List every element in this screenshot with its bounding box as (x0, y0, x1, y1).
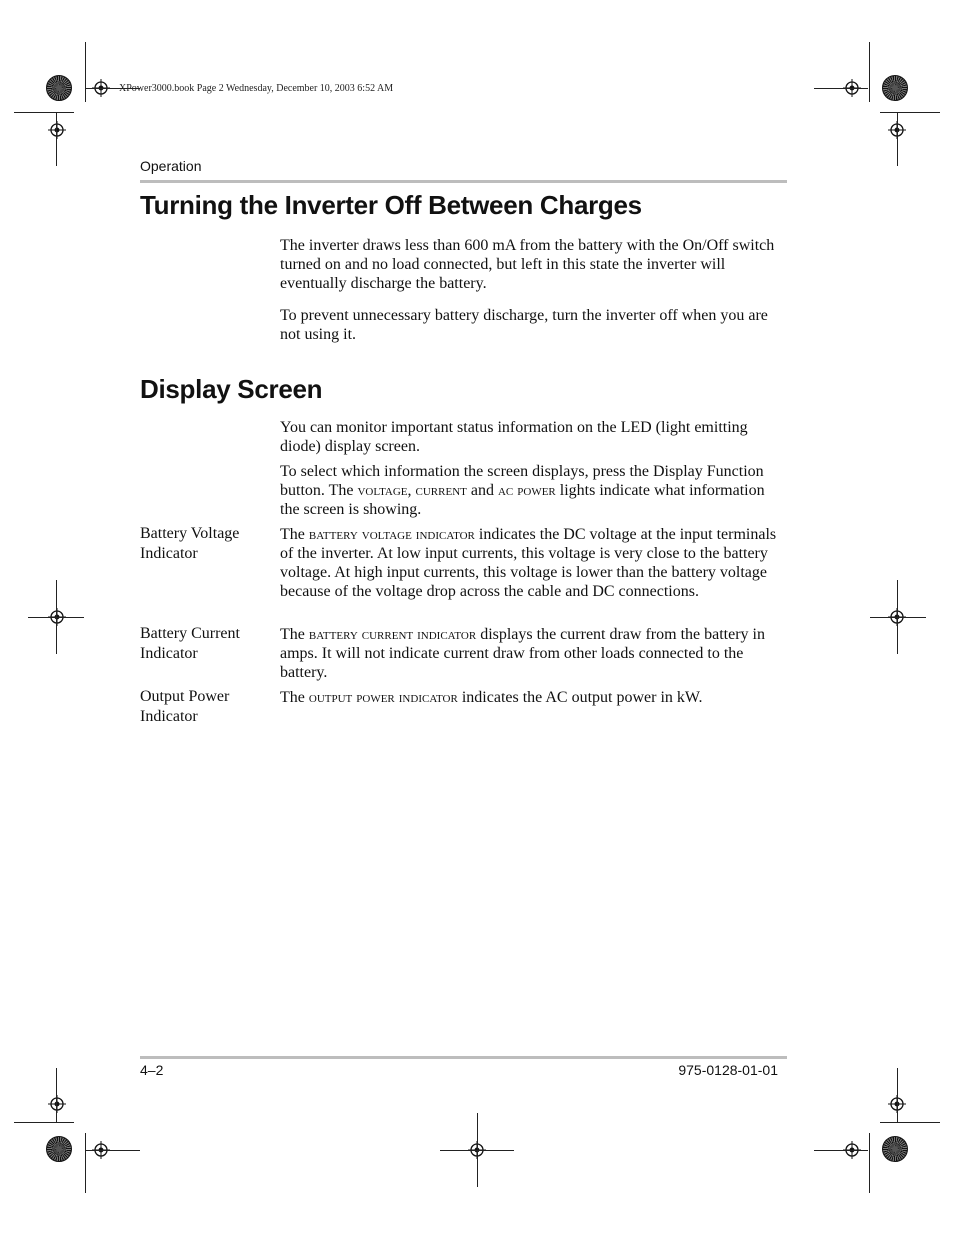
heading-display-screen: Display Screen (140, 374, 323, 404)
definition-term: Battery Voltage Indicator (140, 525, 240, 562)
paragraph (280, 462, 786, 519)
press-gear-mark-icon (46, 1136, 72, 1162)
heading-turning-inverter-off: Turning the Inverter Off Between Charges (140, 190, 642, 220)
crop-mark (880, 112, 940, 113)
crop-mark (880, 1122, 940, 1123)
paragraph: The inverter draws less than 600 mA from the battery with the On/Off switch turned on and no load connected, but left in this state the inverter will eventually discharge the battery. (280, 237, 775, 292)
text-run: and (466, 482, 498, 499)
crop-mark (814, 88, 868, 89)
crop-mark (897, 112, 898, 166)
definition-term: Output Power Indicator (140, 688, 230, 725)
text-run: indicates the DC voltage at the input terminals of the inverter. At low input currents, this voltage is very close to the battery voltage. At high input currents, this voltage is lower than the battery voltage because of the voltage drop across the cable and DC connections. (280, 526, 777, 600)
running-header: Operation (140, 158, 202, 174)
crop-mark (85, 1133, 86, 1193)
definition-text (280, 525, 786, 601)
definition-term: Battery Current Indicator (140, 625, 240, 662)
text-run: The (280, 689, 309, 706)
crop-mark (814, 1150, 868, 1151)
footer-rule (140, 1056, 787, 1059)
text-run: To select which information the screen displays, press the Display Function button. The (280, 463, 764, 499)
page-number: 4–2 (140, 1062, 164, 1078)
crop-mark (56, 112, 57, 166)
crop-mark (86, 1150, 140, 1151)
crop-mark (869, 42, 870, 102)
small-caps-term: ac power (497, 482, 556, 499)
press-gear-mark-icon (46, 75, 72, 101)
crop-mark (477, 1113, 478, 1187)
paragraph: To prevent unnecessary battery discharge, turn the inverter off when you are not using it. (280, 307, 768, 343)
small-caps-term: current (415, 482, 467, 499)
crop-mark (56, 1068, 57, 1122)
small-caps-term: battery current indicator (308, 626, 477, 643)
print-info-slug: XPower3000.book Page 2 Wednesday, December 10, 2003 6:52 AM (119, 83, 394, 94)
crop-mark (14, 1122, 74, 1123)
text-run: indicates the AC output power in kW. (457, 689, 703, 706)
press-gear-mark-icon (882, 1136, 908, 1162)
crop-mark (897, 1068, 898, 1122)
paragraph: You can monitor important status information on the LED (light emitting diode) display screen. (280, 419, 748, 455)
registration-mark-icon (48, 121, 66, 139)
small-caps-term: output power indicator (308, 689, 458, 706)
crop-mark (870, 617, 926, 618)
crop-mark (85, 42, 86, 102)
header-rule (140, 180, 787, 183)
definition-text (280, 625, 786, 682)
text-run: lights indicate what information the screen is showing. (280, 482, 765, 518)
text-run: displays the current draw from the battery in amps. It will not indicate current draw from other loads connected to the battery. (280, 626, 765, 681)
small-caps-term: voltage (357, 482, 408, 499)
text-run: , (407, 482, 416, 499)
definition-text (280, 688, 786, 707)
crop-mark (28, 617, 84, 618)
crop-mark (14, 112, 74, 113)
crop-mark (869, 1133, 870, 1193)
small-caps-term: battery voltage indicator (308, 526, 475, 543)
registration-mark-icon (48, 1095, 66, 1113)
document-number: 975-0128-01-01 (678, 1062, 778, 1078)
text-run: The (280, 526, 309, 543)
press-gear-mark-icon (882, 75, 908, 101)
text-run: The (280, 626, 309, 643)
